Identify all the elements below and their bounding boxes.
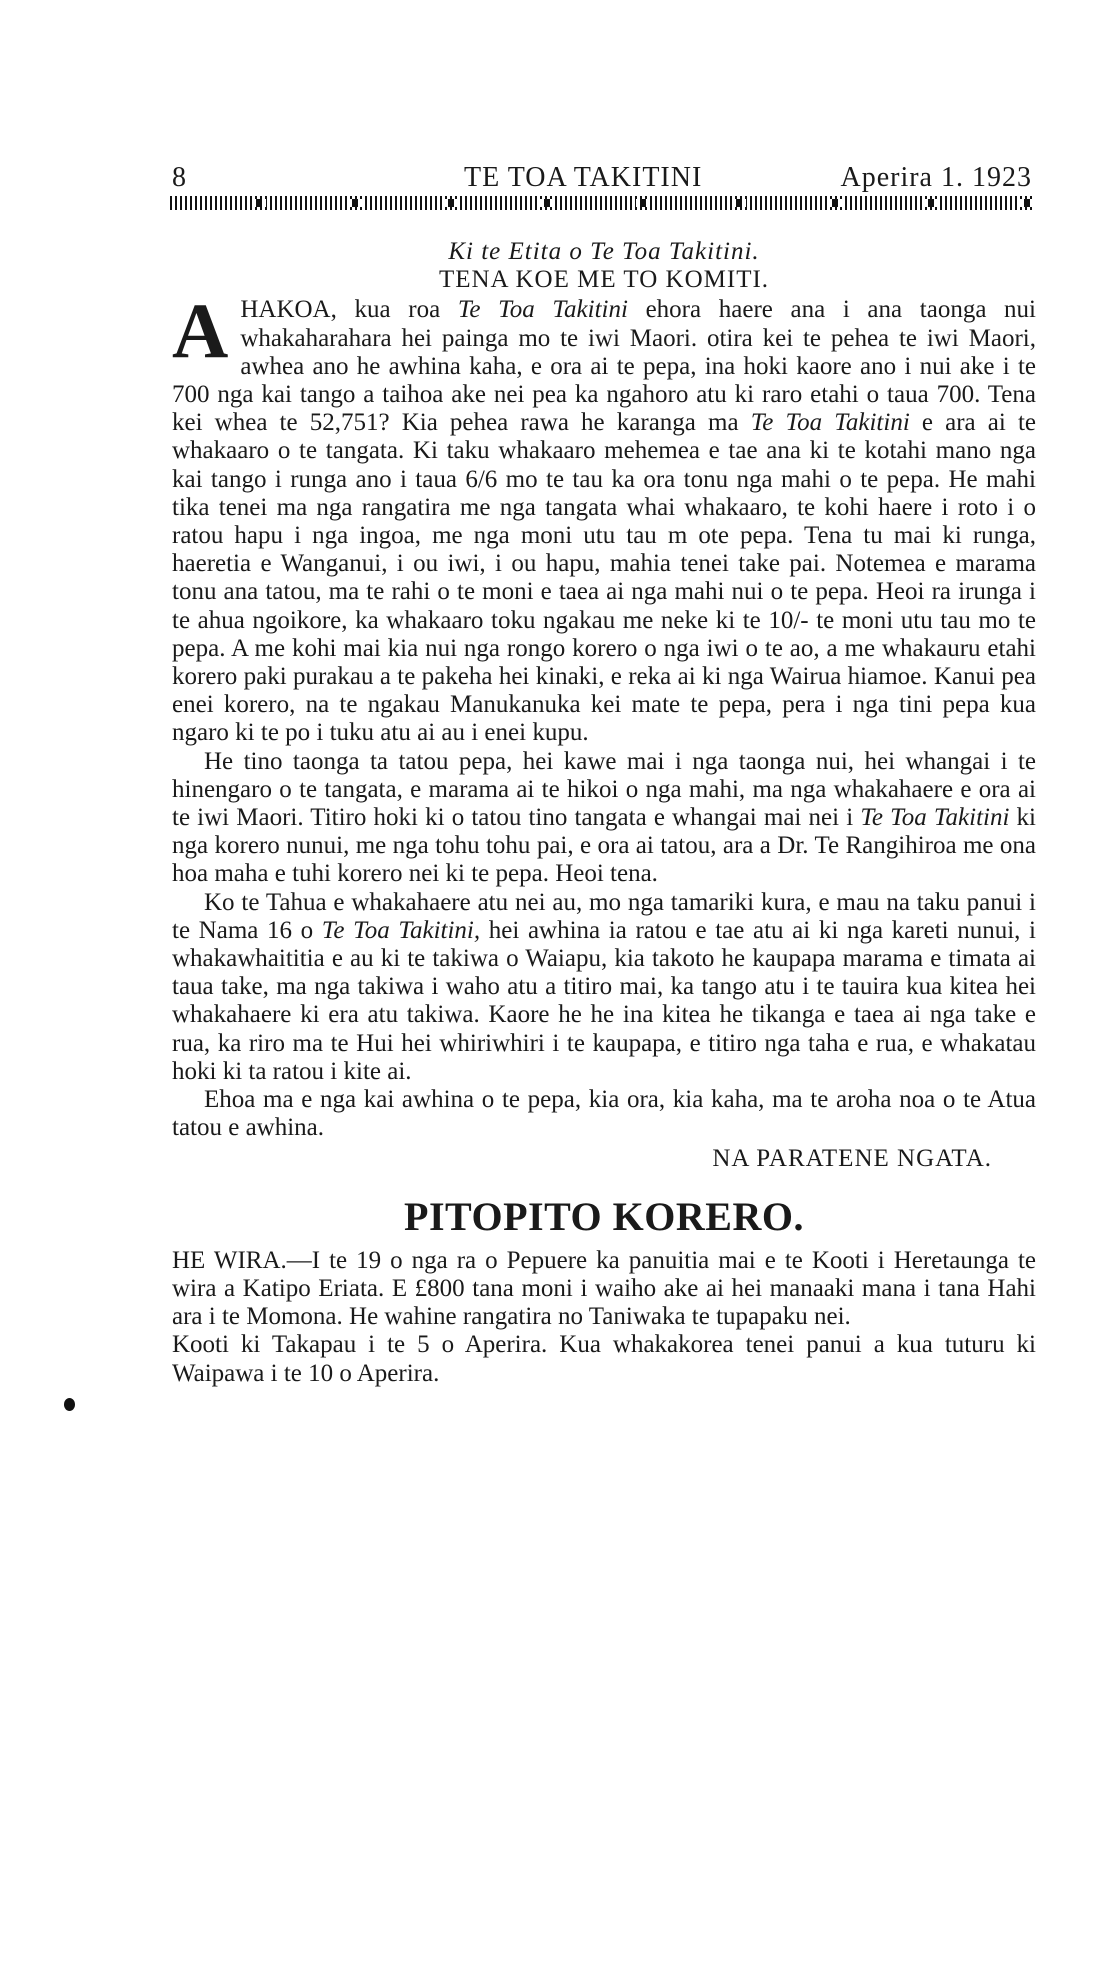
page-header [172,162,1032,192]
text-column [172,238,1036,1388]
salutation-line-1: Ki te Etita o Te Toa Takitini. [448,238,760,265]
paper-name-italic: Te Toa Takitini [860,804,1010,832]
paper-name-italic: Te Toa Takitini, [321,916,481,944]
letter-paragraph-1-text-e: e ara ai te whakaaro o te tangata. Ki taku whakaaro mehemea e tae ana ki te kotahi mano nga kai tango i runga ano i taua 6/6 mo te tau ka ora tonu nga mahi o te pepa. He mahi tika tenei ma nga rangatira me nga tangata whai whakaaro, te kohi haere i roto i o ratou hapu i nga ingoa, me nga moni utu tau m ote pepa. Tena tu mai ki runga, haeretia e Wanganui, i ou iwi, i ou hapu, mahia tenei take pai. Notemea e marama tonu ana tatou, ma te rahi o te moni e taea ai nga mahi nui o te pepa. Heoi ra irunga i te ahua ngoikore, ka whakaaro toku ngakau me neke ki te 10/- te moni utu tau mo te pepa. A me kohi mai kia nui nga rongo korero o nga iwi o te ao, a me whakauru etahi korero paki purakau a te pakeha hei kinaki, e reka ai ki nga Wairua hiamoe. Kanui pea enei korero, na te ngakau Manukanuka kei mate te pepa, pera i nga tini pepa kua ngaro ki te po i tuku atu ai au i enei kupu. [172,409,1037,747]
news-heading: PITOPITO KORERO. [404,1193,804,1239]
letter-paragraph-3-text-a: Ko te Tahua e whakahaere atu nei au, mo nga tamariki kura, e mau na taku panui i te Nama 16 o [172,888,1036,944]
decorative-rule [170,196,1034,210]
salutation-line-2: TENA KOE ME TO KOMITI. [438,266,770,294]
letter-paragraph-3-text-c: hei awhina ia ratou e tae atu ai ki nga kareti nunui, i whakawhaititia e au ki te takiwa o Waiapu, kia takoto he kaupapa marama e timata ai taua take, ma nga takiwa i waho atu a titiro mai, ka tango atu i te tauira kua kitea hei whakahaere ki era atu takiwa. Kaore he he ina kitea he tikanga e taea ai nga take e rua, ka riro ma te Hui hei whiriwhiri i te kaupapa, e titiro nga taha e rua, e whakatau hoki ki ta ratou i kite ai. [172,916,1037,1085]
publication-title: TE TOA TAKITINI [464,162,703,193]
letter-paragraph-2-text-c: ki nga korero nunui, me nga tohu tohu pai, e ora ai tatou, ara a Dr. Te Rangihiroa me ona hoa maha e tuhi korero nei ki te pepa. Heoi tena. [172,804,1036,888]
letter-paragraph-1-text-c: ehora haere ana i ana taonga nui whakaharahara hei painga mo te iwi Maori. otira kei te pehea te iwi Maori, awhea ano he awhina kaha, e ora ai te pepa, ina hoki kaore ano i nui ake i te 700 nga kai tango a taihoa ake nei pea ka ngahoro atu ki raro etahi o taua 700. Tena kei whea te 52,751? Kia pehea rawa he karanga ma [172,296,1037,437]
letter-paragraph-4: Ehoa ma e nga kai awhina o te pepa, kia ora, kia kaha, ma te aroha noa o te Atua tatou e awhina. [172,1086,1036,1142]
issue-date: Aperira 1. 1923 [840,162,1032,193]
drop-cap: A [172,287,229,375]
page-number: 8 [172,162,187,193]
news-paragraph-1: HE WIRA.—I te 19 o nga ra o Pepuere ka panuitia mai e te Kooti i Heretaunga te wira a Katipo Eriata. E £800 tana moni i waiho ake ai hei manaaki mana i tana Hahi ara i te Momona. He wahine rangatira no Taniwaka te tupapaku nei. [172,1246,1036,1331]
paper-name-italic: Te Toa Takitini [750,409,910,437]
letter-paragraph-2-text-a: He tino taonga ta tatou pepa, hei kawe mai i nga taonga nui, hei whangai i te hinengaro o te tangata, e marama ai te hikoi o nga mahi, ma nga whakahaere e ora ai te iwi Maori. Titiro hoki ki o tatou tino tangata e whangai mai nei i [172,747,1036,832]
letter-signature: NA PARATENE NGATA. [712,1144,992,1172]
letter-paragraph-1 [172,287,1037,747]
paper-name-italic: Te Toa Takitini [457,296,628,324]
letter-paragraph-3 [172,889,1036,1086]
news-paragraph-2: Kooti ki Takapau i te 5 o Aperira. Kua whakakorea tenei panui a kua tuturu ki Waipawa i te 10 o Aperira. [172,1331,1036,1387]
letter-paragraph-1-text-a: HAKOA, kua roa [240,296,458,324]
letter-paragraph-2 [172,748,1036,889]
margin-dot [64,1398,75,1411]
